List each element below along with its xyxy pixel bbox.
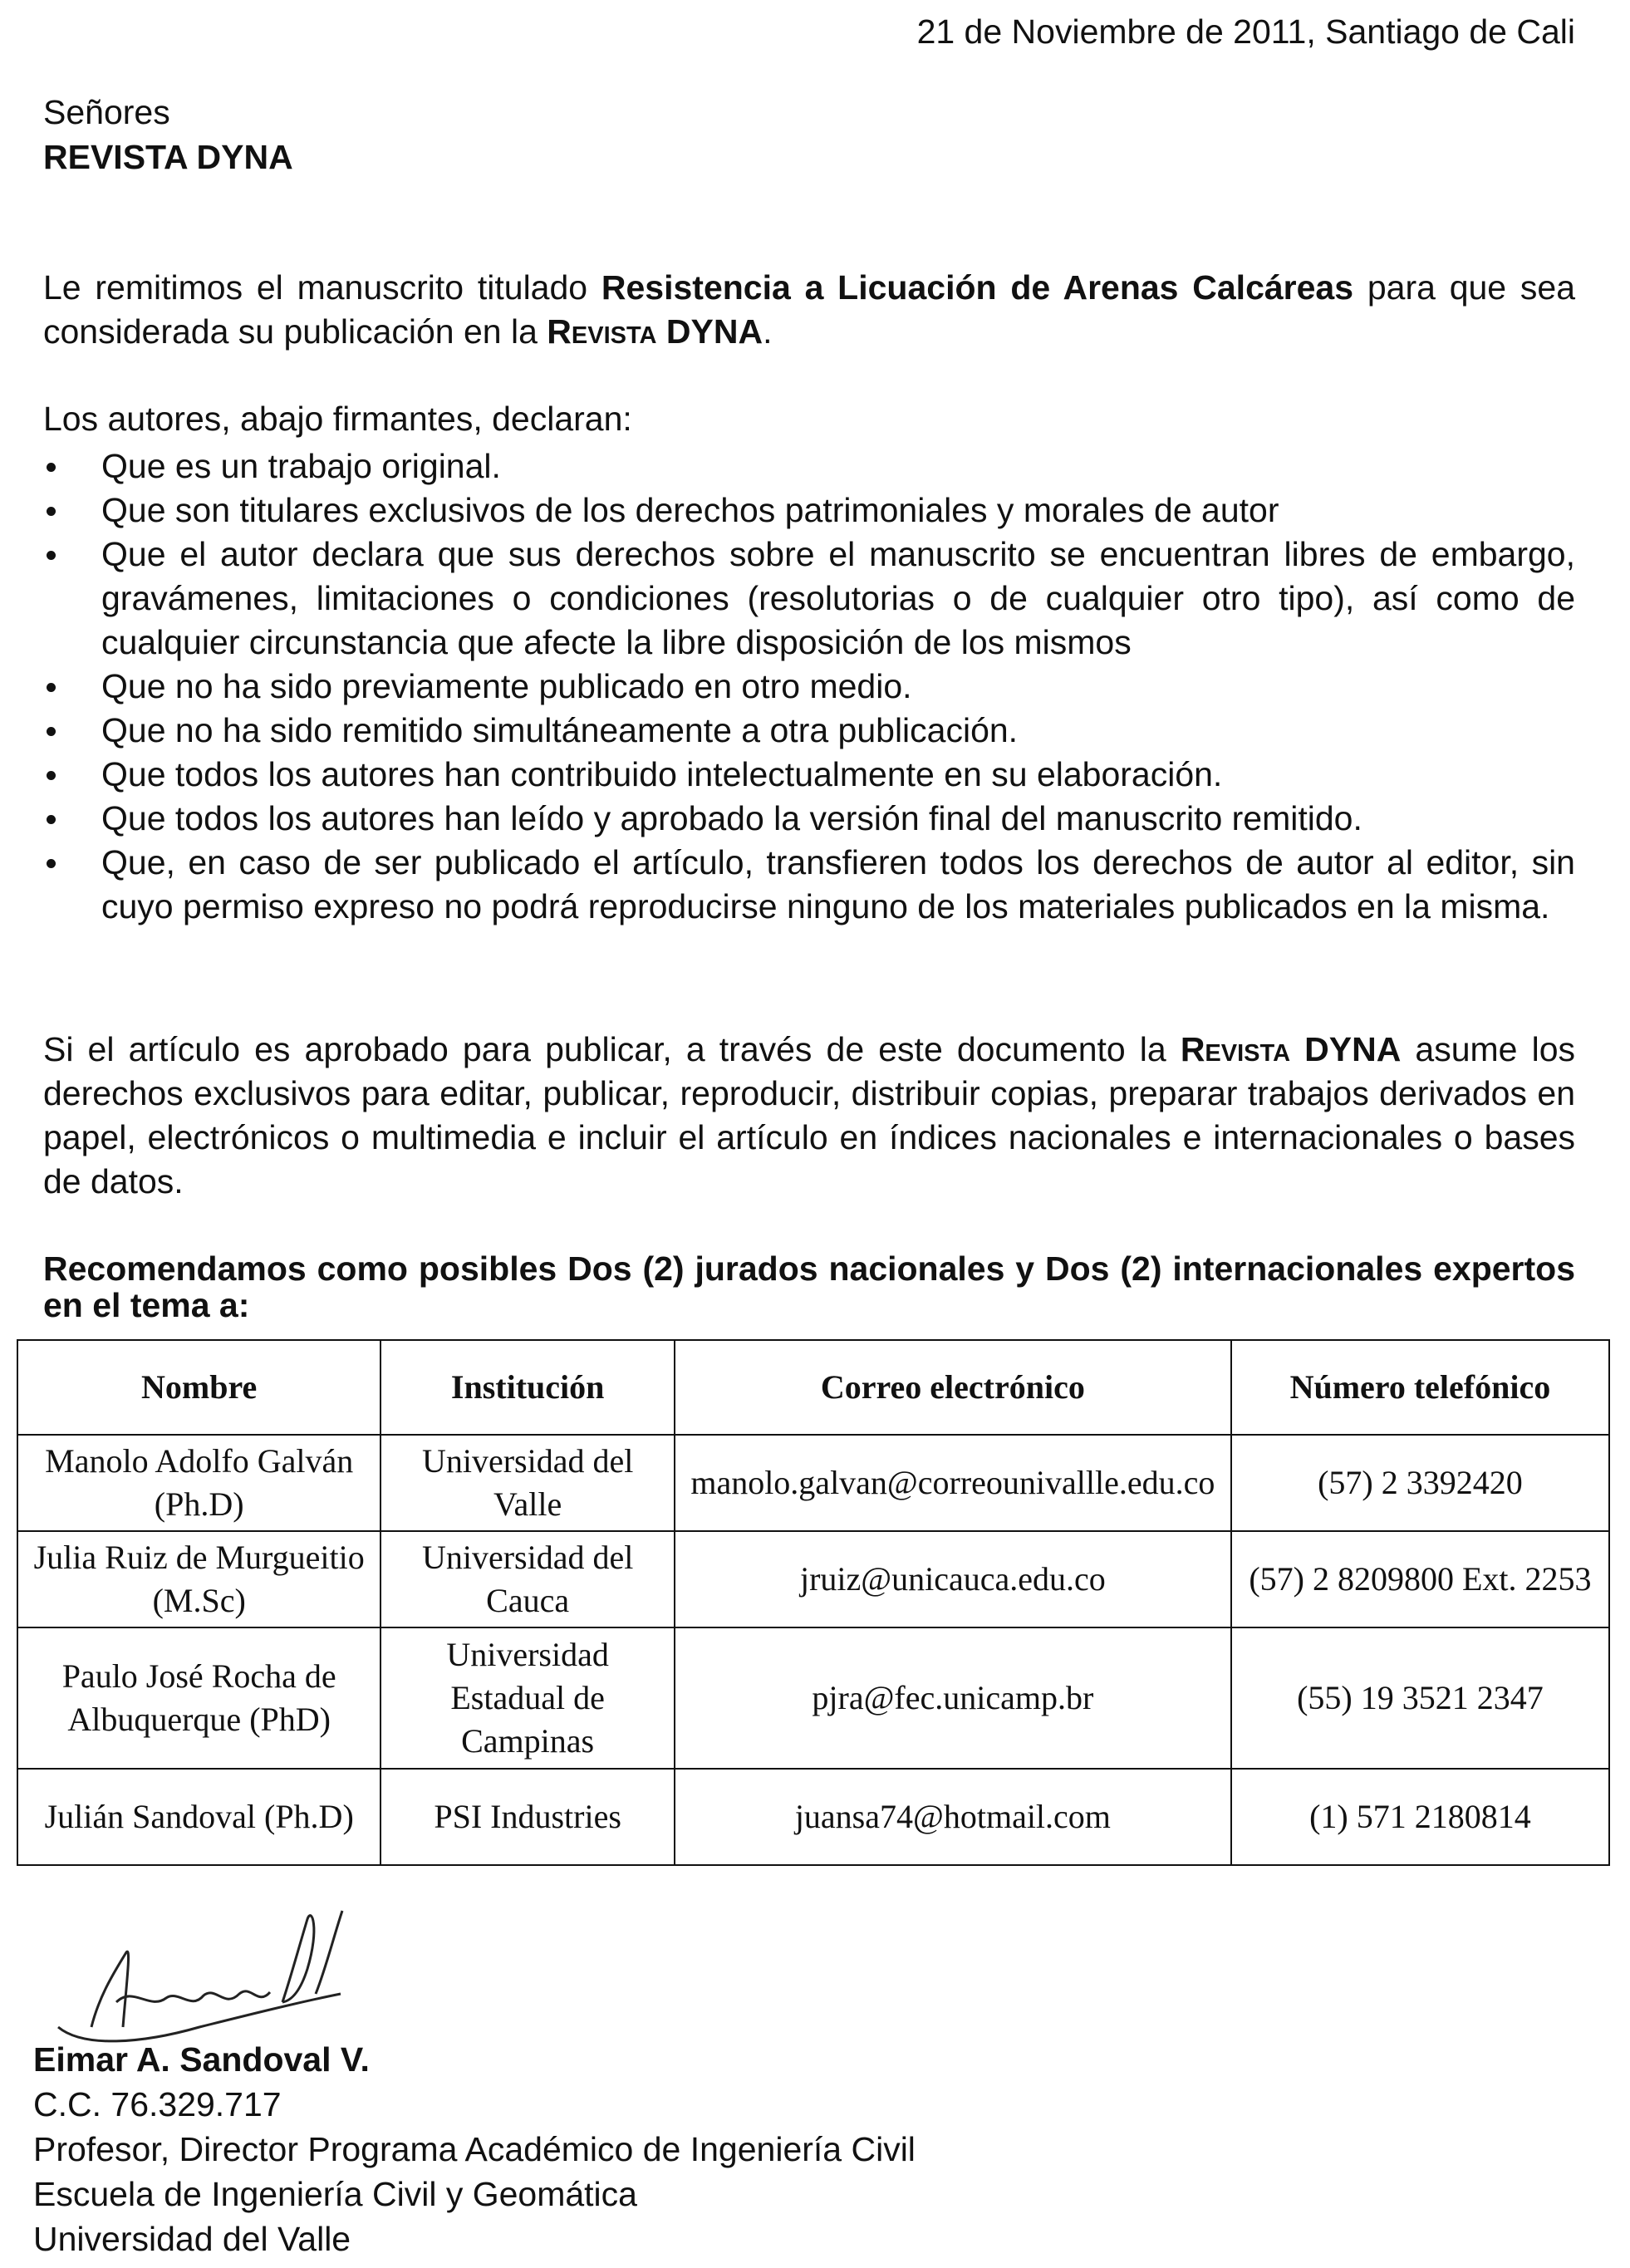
bullet-icon	[47, 463, 56, 472]
reviewer-institution: Universidad del Valle	[380, 1435, 675, 1531]
header-name: Nombre	[17, 1340, 380, 1435]
signer-id: C.C. 76.329.717	[33, 2085, 282, 2123]
header-phone: Número telefónico	[1231, 1340, 1609, 1435]
list-item	[43, 753, 1575, 797]
date-line: 21 de Noviembre de 2011, Santiago de Cali	[916, 12, 1575, 51]
intro-paragraph	[43, 266, 1575, 354]
reviewer-name: Julia Ruiz de Murgueitio (M.Sc)	[17, 1531, 380, 1627]
journal-name: Revista DYNA	[1180, 1030, 1402, 1068]
bullet-icon	[47, 815, 56, 824]
header-institution: Institución	[380, 1340, 675, 1435]
table-row	[17, 1531, 1609, 1627]
list-item	[43, 533, 1575, 665]
signer-position: Profesor, Director Programa Académico de Ingeniería Civil	[33, 2130, 916, 2168]
declaration-text: Que el autor declara que sus derechos sobre el manuscrito se encuentran libres de embargo, gravámenes, limitaciones o condiciones (resolutorias o de cualquier otro tipo), así como de cualquier circunstancia que afecte la libre disposición de los mismos	[101, 535, 1575, 661]
reviewer-phone: (57) 2 3392420	[1231, 1435, 1609, 1531]
table-row	[17, 1627, 1609, 1769]
bullet-icon	[47, 507, 56, 516]
reviewer-phone: (55) 19 3521 2347	[1231, 1627, 1609, 1769]
list-item	[43, 797, 1575, 841]
list-item	[43, 444, 1575, 488]
declaration-text: Que todos los autores han contribuido intelectualmente en su elaboración.	[101, 755, 1223, 793]
header-email: Correo electrónico	[675, 1340, 1231, 1435]
list-item	[43, 488, 1575, 533]
declaration-list	[43, 444, 1575, 929]
recipient-name: REVISTA DYNA	[43, 138, 293, 176]
reviewer-name: Paulo José Rocha de Albuquerque (PhD)	[17, 1627, 380, 1769]
reviewer-email: manolo.galvan@correounivallle.edu.co	[675, 1435, 1231, 1531]
table-header-row	[17, 1340, 1609, 1435]
list-item	[43, 665, 1575, 709]
reviewer-email: jruiz@unicauca.edu.co	[675, 1531, 1231, 1627]
reviewers-table	[17, 1339, 1610, 1866]
list-item	[43, 841, 1575, 929]
approval-text-after: asume los derechos exclusivos para editar, publicar, reproducir, distribuir copias, preparar trabajos derivados en papel, electrónicos o multimedia e incluir el artículo en índices nacionales e internacionales o bases de datos.	[43, 1030, 1575, 1200]
reviewer-institution: Universidad del Cauca	[380, 1531, 675, 1627]
reviewer-phone: (57) 2 8209800 Ext. 2253	[1231, 1531, 1609, 1627]
reviewer-name: Julián Sandoval (Ph.D)	[17, 1769, 380, 1865]
declaration-text: Que no ha sido remitido simultáneamente a otra publicación.	[101, 711, 1019, 749]
reviewer-phone: (1) 571 2180814	[1231, 1769, 1609, 1865]
reviewer-email: pjra@fec.unicamp.br	[675, 1627, 1231, 1769]
table-row	[17, 1769, 1609, 1865]
bullet-icon	[47, 859, 56, 868]
intro-text-before: Le remitimos el manuscrito titulado	[43, 268, 601, 307]
declaration-text: Que son titulares exclusivos de los derechos patrimoniales y morales de autor	[101, 491, 1279, 529]
recommendation-heading: Recomendamos como posibles Dos (2) jurados nacionales y Dos (2) internacionales expertos en el tema a:	[43, 1249, 1575, 1324]
signer-block	[33, 2037, 916, 2261]
intro-text-middle: para que sea considerada su publicación en la	[43, 268, 1575, 351]
reviewer-email: juansa74@hotmail.com	[675, 1769, 1231, 1865]
table-row	[17, 1435, 1609, 1531]
declaration-text: Que, en caso de ser publicado el artículo, transfieren todos los derechos de autor al editor, sin cuyo permiso expreso no podrá reproducirse ninguno de los materiales publicados en la misma.	[101, 843, 1575, 925]
list-item	[43, 709, 1575, 753]
recipient-salutation: Señores	[43, 93, 170, 131]
bullet-icon	[47, 551, 56, 560]
declaration-intro: Los autores, abajo firmantes, declaran:	[43, 400, 632, 438]
reviewer-institution: PSI Industries	[380, 1769, 675, 1865]
approval-paragraph	[43, 1028, 1575, 1204]
bullet-icon	[47, 683, 56, 692]
manuscript-title: Resistencia a Licuación de Arenas Calcáreas	[601, 268, 1354, 307]
signer-school: Escuela de Ingeniería Civil y Geomática	[33, 2175, 637, 2213]
signer-university: Universidad del Valle	[33, 2220, 351, 2258]
declaration-text: Que es un trabajo original.	[101, 447, 501, 485]
declaration-text: Que no ha sido previamente publicado en otro medio.	[101, 667, 912, 705]
intro-text-end: .	[763, 312, 773, 351]
approval-text-before: Si el artículo es aprobado para publicar, a través de este documento la	[43, 1030, 1181, 1068]
journal-name: Revista DYNA	[547, 312, 763, 351]
bullet-icon	[47, 727, 56, 736]
signer-name: Eimar A. Sandoval V.	[33, 2040, 370, 2079]
reviewer-name: Manolo Adolfo Galván (Ph.D)	[17, 1435, 380, 1531]
declaration-text: Que todos los autores han leído y aprobado la versión final del manuscrito remitido.	[101, 799, 1362, 837]
recipient-block	[43, 90, 293, 179]
signature-image	[33, 1902, 366, 2052]
bullet-icon	[47, 771, 56, 780]
reviewer-institution: Universidad Estadual de Campinas	[380, 1627, 675, 1769]
